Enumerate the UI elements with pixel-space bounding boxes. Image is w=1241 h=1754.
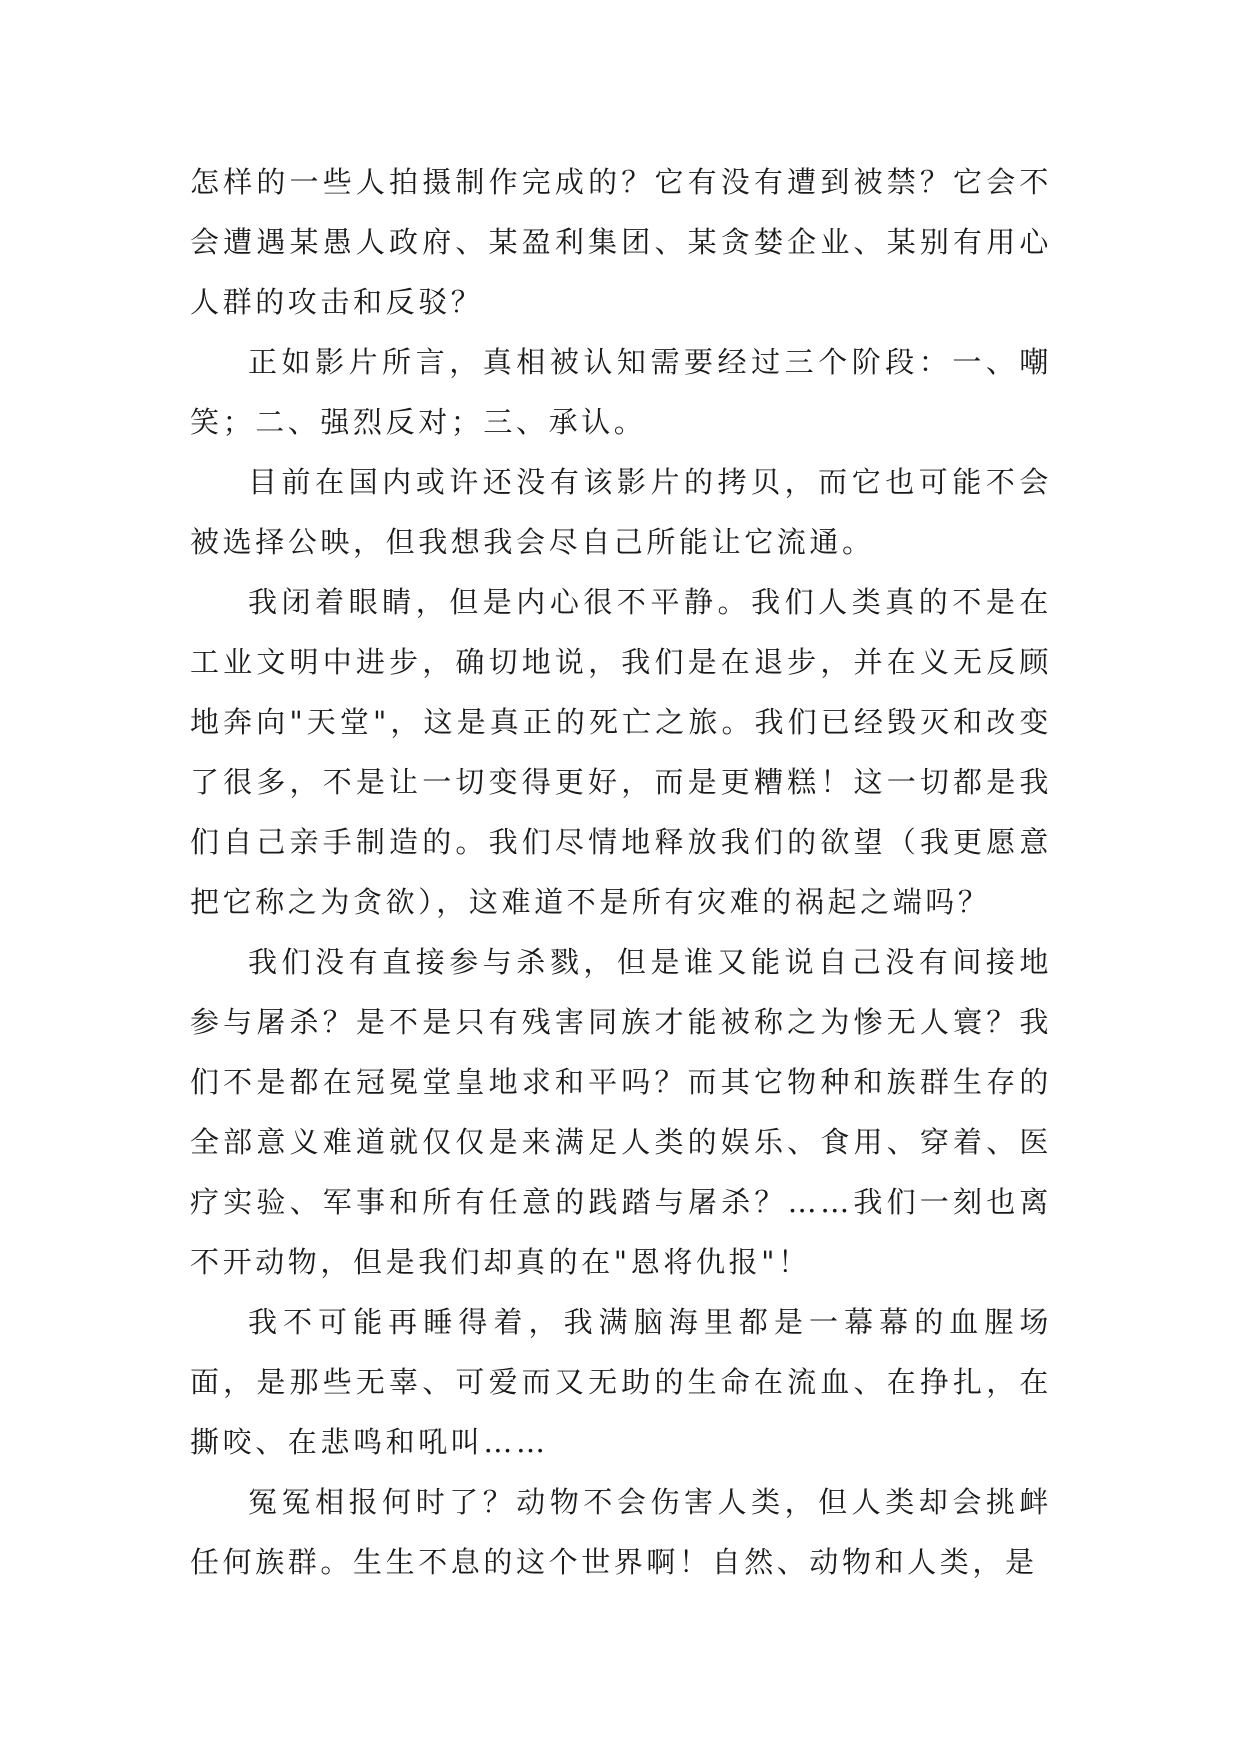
paragraph-indirect-killing: 我们没有直接参与杀戮，但是谁又能说自己没有间接地参与屠杀？是不是只有残害同族才能被称之为惨无人寰？我们不是都在冠冕堂皇地求和平吗？而其它物种和族群生存的全部意义难道就仅仅是来满足人类的娱乐、食用、穿着、医疗实验、军事和所有任意的践踏与屠杀？……我们一刻也离不开动物，但是我们却真的在"恩将仇报"！ <box>190 945 1052 1279</box>
paragraph-continued: 怎样的一些人拍摄制作完成的？它有没有遭到被禁？它会不会遭遇某愚人政府、某盈利集团、某贪婪企业、某别有用心人群的攻击和反驳？ <box>190 165 1052 319</box>
paragraph-cycle: 冤冤相报何时了？动物不会伤害人类，但人类却会挑衅任何族群。生生不息的这个世界啊！自然、动物和人类，是 <box>190 1485 1052 1579</box>
paragraph-industrial-civilization: 我闭着眼睛，但是内心很不平静。我们人类真的不是在工业文明中进步，确切地说，我们是在退步，并在义无反顾地奔向"天堂"，这是真正的死亡之旅。我们已经毁灭和改变了很多，不是让一切变得更好，而是更糟糕！这一切都是我们自己亲手制造的。我们尽情地释放我们的欲望（我更愿意把它称之为贪欲），这难道不是所有灾难的祸起之端吗？ <box>190 585 1052 919</box>
paragraph-distribution: 目前在国内或许还没有该影片的拷贝，而它也可能不会被选择公映，但我想我会尽自己所能让它流通。 <box>190 465 1052 559</box>
paragraph-three-stages: 正如影片所言，真相被认知需要经过三个阶段：一、嘲笑；二、强烈反对；三、承认。 <box>190 345 1052 439</box>
paragraph-sleepless: 我不可能再睡得着，我满脑海里都是一幕幕的血腥场面，是那些无辜、可爱而又无助的生命在流血、在挣扎，在撕咬、在悲鸣和吼叫…… <box>190 1305 1052 1459</box>
document-body <box>190 152 1052 1592</box>
